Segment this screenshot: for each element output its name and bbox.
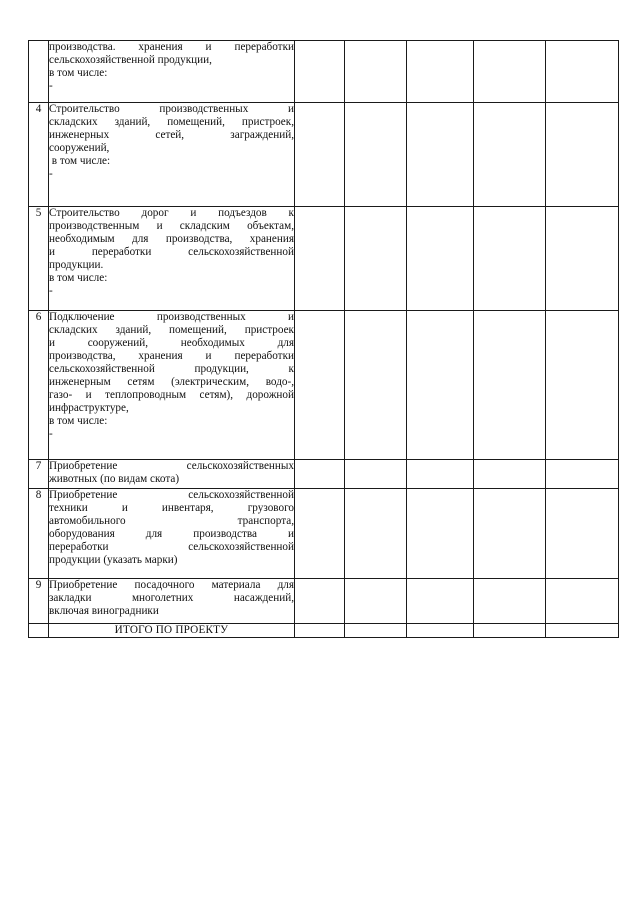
- empty-value-cell[interactable]: [345, 489, 407, 579]
- description-line: инженерным сетям (электрическим, водо-,: [49, 376, 294, 388]
- description-line: Приобретение сельскохозяйственных: [49, 460, 294, 472]
- empty-value-cell[interactable]: [546, 103, 619, 207]
- row-description: [49, 489, 295, 579]
- row-description: [49, 311, 295, 460]
- table-row: [29, 207, 619, 311]
- description-line: автомобильного транспорта,: [49, 515, 294, 527]
- description-line: продукции.: [49, 259, 104, 271]
- row-number: 4: [29, 103, 49, 207]
- empty-value-cell[interactable]: [546, 579, 619, 624]
- total-number-cell: [29, 624, 49, 638]
- description-line: газо- и теплопроводным сетям), дорожной: [49, 389, 294, 401]
- description-line: -: [49, 80, 53, 92]
- table-body: [29, 41, 619, 638]
- row-number: [29, 41, 49, 103]
- description-line: в том числе:: [49, 415, 108, 427]
- document-page: [28, 40, 618, 638]
- empty-value-cell[interactable]: [345, 41, 407, 103]
- description-line: Строительство дорог и подъездов к: [49, 207, 294, 219]
- empty-value-cell[interactable]: [345, 207, 407, 311]
- description-line: производства. хранения и переработки: [49, 41, 294, 53]
- row-description: [49, 41, 295, 103]
- description-line: Приобретение сельскохозяйственной: [49, 489, 294, 501]
- empty-value-cell[interactable]: [474, 579, 546, 624]
- description-line: инфраструктуре,: [49, 402, 129, 414]
- row-description: [49, 579, 295, 624]
- description-line: переработки сельскохозяйственной: [49, 541, 294, 553]
- description-line: животных (по видам скота): [49, 473, 180, 485]
- description-line: -: [49, 428, 53, 440]
- table-row: [29, 311, 619, 460]
- empty-value-cell[interactable]: [546, 311, 619, 460]
- total-value-cell[interactable]: [546, 624, 619, 638]
- table-row: [29, 489, 619, 579]
- description-line: в том числе:: [49, 155, 111, 167]
- row-number: 7: [29, 460, 49, 489]
- description-line: производства, хранения и переработки: [49, 350, 294, 362]
- total-value-cell[interactable]: [295, 624, 345, 638]
- empty-value-cell[interactable]: [474, 311, 546, 460]
- empty-value-cell[interactable]: [546, 489, 619, 579]
- empty-value-cell[interactable]: [295, 207, 345, 311]
- empty-value-cell[interactable]: [345, 579, 407, 624]
- description-line: -: [49, 168, 53, 180]
- row-number: 6: [29, 311, 49, 460]
- empty-value-cell[interactable]: [546, 41, 619, 103]
- empty-value-cell[interactable]: [345, 460, 407, 489]
- row-description: [49, 207, 295, 311]
- description-line: техники и инвентаря, грузового: [49, 502, 294, 514]
- description-line: продукции (указать марки): [49, 554, 178, 566]
- empty-value-cell[interactable]: [295, 41, 345, 103]
- description-line: инженерных сетей, заграждений,: [49, 129, 294, 141]
- empty-value-cell[interactable]: [407, 489, 474, 579]
- empty-value-cell[interactable]: [345, 103, 407, 207]
- description-line: необходимым для производства, хранения: [49, 233, 294, 245]
- description-line: сельскохозяйственной продукции,: [49, 54, 212, 66]
- table-row: [29, 579, 619, 624]
- empty-value-cell[interactable]: [474, 103, 546, 207]
- empty-value-cell[interactable]: [407, 103, 474, 207]
- description-line: и переработки сельскохозяйственной: [49, 246, 294, 258]
- table-row: [29, 103, 619, 207]
- empty-value-cell[interactable]: [546, 460, 619, 489]
- row-number: 8: [29, 489, 49, 579]
- description-line: Приобретение посадочного материала для: [49, 579, 294, 591]
- description-line: в том числе:: [49, 67, 108, 79]
- description-line: складских зданий, помещений, пристроек: [49, 324, 294, 336]
- total-row: [29, 624, 619, 638]
- total-value-cell[interactable]: [474, 624, 546, 638]
- row-description: [49, 460, 295, 489]
- description-line: Подключение производственных и: [49, 311, 294, 323]
- empty-value-cell[interactable]: [474, 207, 546, 311]
- description-line: складских зданий, помещений, пристроек,: [49, 116, 294, 128]
- empty-value-cell[interactable]: [407, 207, 474, 311]
- description-line: Строительство производственных и: [49, 103, 294, 115]
- empty-value-cell[interactable]: [474, 489, 546, 579]
- description-line: -: [49, 285, 53, 297]
- description-line: производственным и складским объектам,: [49, 220, 294, 232]
- description-line: закладки многолетних насаждений,: [49, 592, 294, 604]
- empty-value-cell[interactable]: [407, 41, 474, 103]
- empty-value-cell[interactable]: [407, 579, 474, 624]
- empty-value-cell[interactable]: [345, 311, 407, 460]
- table-row: [29, 41, 619, 103]
- row-description: [49, 103, 295, 207]
- total-value-cell[interactable]: [407, 624, 474, 638]
- empty-value-cell[interactable]: [474, 460, 546, 489]
- row-number: 9: [29, 579, 49, 624]
- total-label: ИТОГО ПО ПРОЕКТУ: [49, 624, 295, 638]
- empty-value-cell[interactable]: [407, 311, 474, 460]
- empty-value-cell[interactable]: [295, 489, 345, 579]
- description-line: и сооружений, необходимых для: [49, 337, 294, 349]
- total-value-cell[interactable]: [345, 624, 407, 638]
- description-line: оборудования для производства и: [49, 528, 294, 540]
- description-line: в том числе:: [49, 272, 108, 284]
- empty-value-cell[interactable]: [295, 103, 345, 207]
- empty-value-cell[interactable]: [546, 207, 619, 311]
- empty-value-cell[interactable]: [295, 579, 345, 624]
- empty-value-cell[interactable]: [295, 311, 345, 460]
- empty-value-cell[interactable]: [295, 460, 345, 489]
- empty-value-cell[interactable]: [407, 460, 474, 489]
- empty-value-cell[interactable]: [474, 41, 546, 103]
- row-number: 5: [29, 207, 49, 311]
- description-line: включая виноградники: [49, 605, 159, 617]
- table-row: [29, 460, 619, 489]
- project-cost-table: [28, 40, 619, 638]
- description-line: сооружений,: [49, 142, 110, 154]
- description-line: сельскохозяйственной продукции, к: [49, 363, 294, 375]
